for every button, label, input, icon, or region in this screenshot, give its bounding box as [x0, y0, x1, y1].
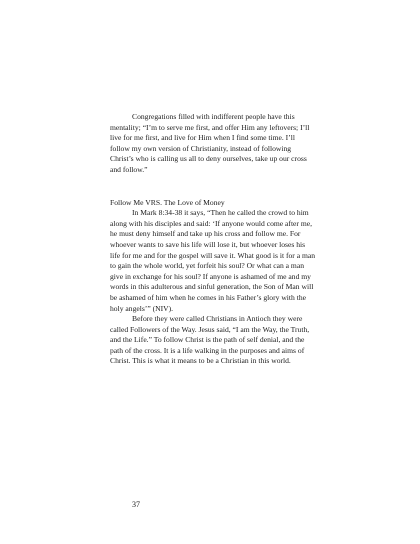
- paragraph-gap: [110, 176, 316, 198]
- paragraph-congregations: Congregations filled with indifferent people have this mentality; “I’m to serve me first, and offer Him any leftovers; I’ll live for me first, and live for Him when I find some time. I’ll follow my own version of Christianity, instead of following Christ’s who is calling us all to deny ourselves, take up our cross and follow.”: [110, 112, 310, 174]
- section-heading: Follow Me VRS. The Love of Money: [110, 197, 225, 207]
- paragraph-followers-of-the-way: Before they were called Christians in Antioch they were called Followers of the Way. Jesus said, “I am the Way, the Truth, and the Life.” To follow Christ is the path of self denial, and the path of the cross. It is a life walking in the purposes and aims of Christ. This is what it means to be a Christian in this world.: [110, 314, 310, 366]
- paragraph-mark-quote: In Mark 8:34-38 it says, “Then he called the crowd to him along with his disciples and said: ‘If anyone would come after me, he must deny himself and take up his cross and follow me. For whoever wants to save his life will lose it, but whoever loses his life for me and for the gospel will save it. What good is it for a man to gain the whole world, yet forfeit his soul? Or what can a man give in exchange for his soul? If anyone is ashamed of me and my words in this adulterous and sinful generation, the Son of Man will be ashamed of him when he comes in his Father’s glory with the holy angels’” (NIV).: [110, 208, 316, 313]
- body-text: [110, 112, 316, 367]
- page-number: 37: [132, 500, 140, 509]
